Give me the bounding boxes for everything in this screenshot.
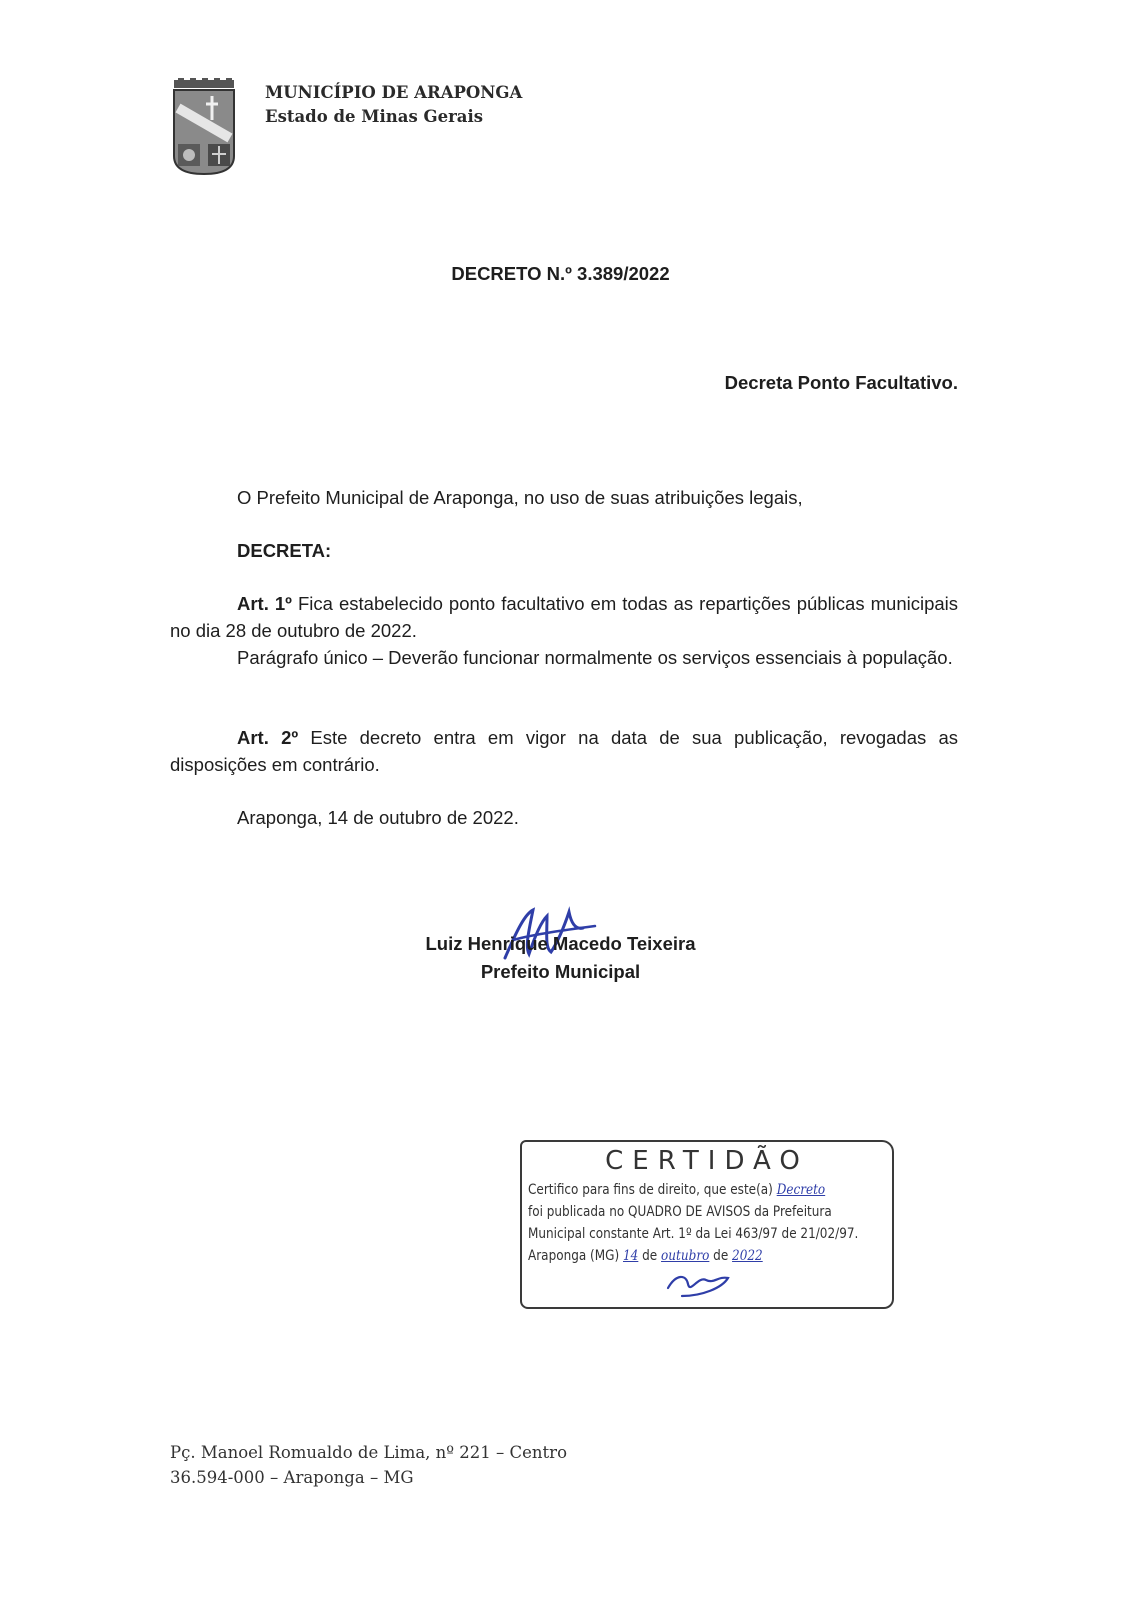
signatory-role: Prefeito Municipal bbox=[480, 961, 641, 982]
decree-ementa: Decreta Ponto Facultativo. bbox=[724, 372, 958, 393]
stamp-document-type: Decreto bbox=[776, 1182, 826, 1198]
stamp-signature-icon bbox=[662, 1266, 742, 1302]
certidao-stamp bbox=[520, 1140, 894, 1309]
decree-title: DECRETO N.º 3.389/2022 bbox=[451, 263, 670, 284]
stamp-month: outubro bbox=[661, 1248, 710, 1264]
signatory-name: Luiz Henrique Macedo Teixeira bbox=[425, 933, 696, 954]
article-1-text: Fica estabelecido ponto facultativo em todas as repartições públicas municipais no dia 28 de outubro de 2022. bbox=[170, 593, 959, 641]
stamp-line-1 bbox=[528, 1182, 825, 1198]
article-2 bbox=[170, 724, 958, 778]
stamp-line-1-text: Certifico para fins de direito, que este(a) bbox=[528, 1182, 773, 1198]
paragrafo-unico bbox=[170, 644, 958, 671]
article-2-text: Este decreto entra em vigor na data de sua publicação, revogadas as disposições em contrário. bbox=[170, 727, 959, 775]
place-date: Araponga, 14 de outubro de 2022. bbox=[237, 807, 519, 828]
header bbox=[265, 81, 522, 129]
footer-city: 36.594-000 – Araponga – MG bbox=[170, 1468, 414, 1487]
stamp-de-2: de bbox=[713, 1248, 729, 1264]
footer-street: Pç. Manoel Romualdo de Lima, nº 221 – Centro bbox=[170, 1443, 568, 1462]
coat-of-arms-icon bbox=[172, 78, 236, 176]
article-1 bbox=[170, 590, 958, 644]
stamp-place: Araponga (MG) bbox=[528, 1248, 620, 1264]
municipality-name: MUNICÍPIO DE ARAPONGA bbox=[265, 83, 523, 102]
preamble: O Prefeito Municipal de Araponga, no uso de suas atribuições legais, bbox=[237, 487, 803, 508]
stamp-line-3: Municipal constante Art. 1º da Lei 463/97 de 21/02/97. bbox=[528, 1226, 859, 1242]
paragrafo-unico-text: Parágrafo único – Deverão funcionar normalmente os serviços essenciais à população. bbox=[237, 647, 953, 668]
state-name: Estado de Minas Gerais bbox=[265, 107, 484, 126]
stamp-de-1: de bbox=[642, 1248, 658, 1264]
stamp-year: 2022 bbox=[732, 1248, 763, 1264]
footer-address bbox=[170, 1440, 567, 1490]
stamp-line-4 bbox=[528, 1248, 763, 1264]
stamp-title: CERTIDÃO bbox=[605, 1146, 809, 1176]
signature-block bbox=[0, 930, 1121, 986]
stamp-line-2: foi publicada no QUADRO DE AVISOS da Prefeitura bbox=[528, 1204, 832, 1220]
decreta-heading: DECRETA: bbox=[237, 540, 332, 561]
stamp-day: 14 bbox=[623, 1248, 639, 1264]
article-2-label: Art. 2º bbox=[237, 727, 299, 748]
article-1-label: Art. 1º bbox=[237, 593, 292, 614]
